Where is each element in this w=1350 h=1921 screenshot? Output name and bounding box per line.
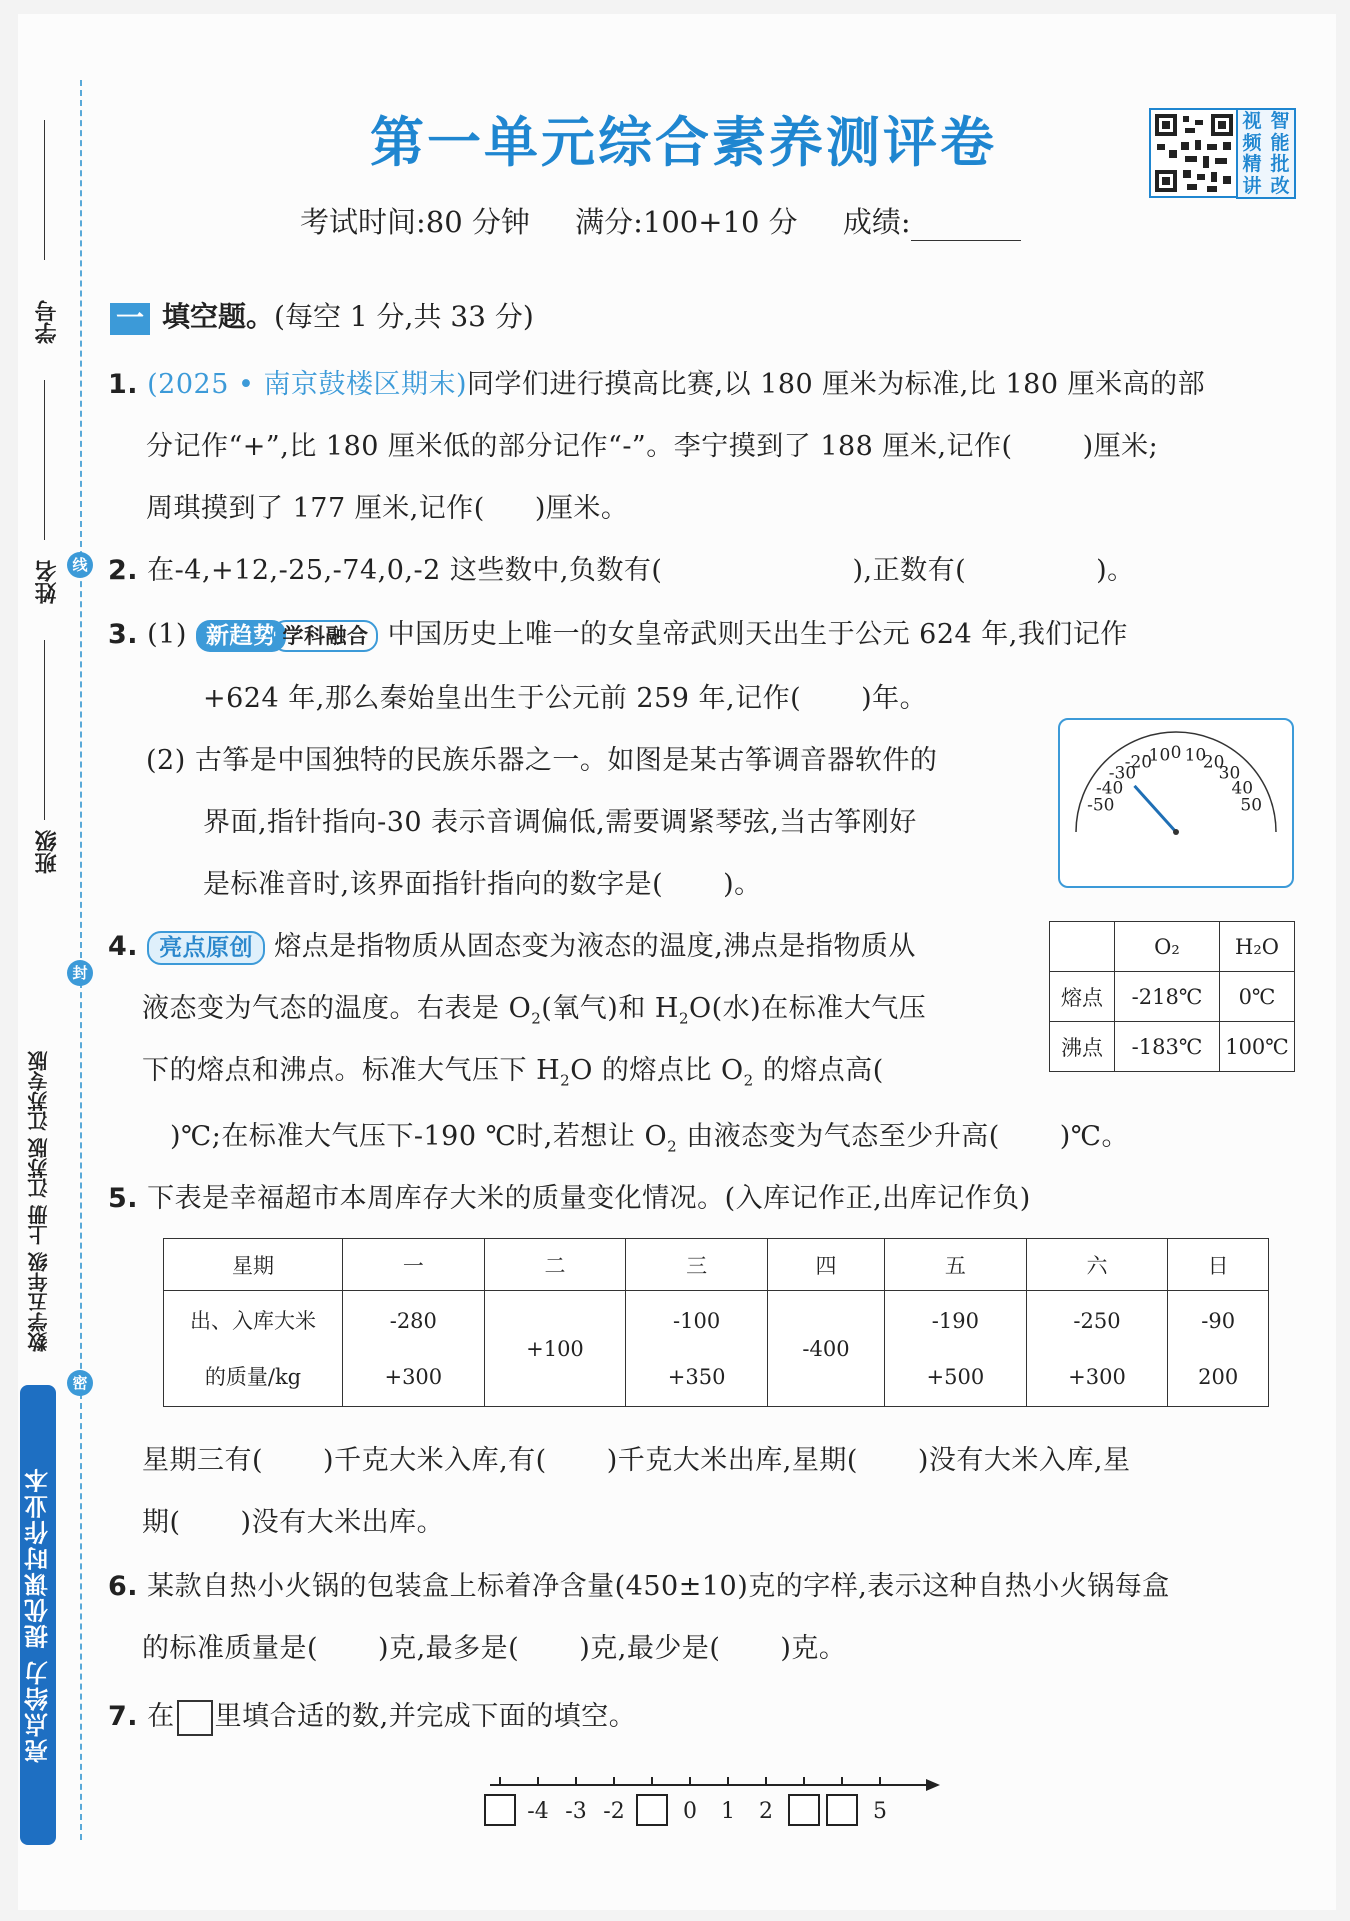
exam-time: 考试时间:80 分钟	[300, 205, 530, 239]
q6-text: )克,最多是(	[378, 1633, 520, 1664]
q6-text: 某款自热小火锅的包装盒上标着净含量(450±10)克的字样,表示这种自热小火锅每盒	[147, 1571, 1170, 1602]
table-header: O₂	[1115, 922, 1220, 972]
qr-caption-char: 批	[1270, 153, 1290, 175]
q5-text: 星期三有(	[142, 1445, 264, 1476]
table-cell	[885, 1291, 1027, 1407]
qr-caption-char: 视	[1242, 110, 1262, 132]
tuner-tick-label: 50	[1240, 795, 1263, 816]
q3-line4	[203, 800, 917, 839]
axis-label: 0	[683, 1799, 697, 1824]
q1-line3	[146, 486, 628, 525]
cell-value: +500	[926, 1364, 985, 1389]
q6-number: 6.	[108, 1571, 139, 1602]
q4-text: 由液态变为气态至少升高(	[677, 1121, 1000, 1152]
table-row	[1050, 972, 1295, 1022]
table-row	[164, 1239, 1269, 1291]
table-cell: 0℃	[1220, 972, 1295, 1022]
q5-text: )千克大米入库,有(	[323, 1445, 547, 1476]
q3-line3	[146, 738, 937, 777]
answer-box[interactable]	[485, 1795, 515, 1825]
q1-text: 分记作“+”,比 180 厘米低的部分记作“-”。李宁摸到了 188 厘米,记作(	[146, 431, 1013, 462]
q5-text: )没有大米出库。	[240, 1507, 445, 1538]
table-cell	[1168, 1291, 1269, 1407]
row-label-line: 的质量/kg	[204, 1364, 302, 1389]
cell-value: +300	[1068, 1364, 1126, 1389]
q2-number: 2.	[108, 555, 139, 586]
name-label: 姓名	[35, 560, 60, 604]
q1-line1	[108, 362, 1205, 401]
q5-text: 下表是幸福超市本周库存大米的质量变化情况。(入库记作正,出库记作负)	[147, 1183, 1031, 1214]
table-cell	[626, 1291, 768, 1407]
section-badge: 一	[110, 303, 150, 335]
table-row	[1050, 1022, 1295, 1072]
table-cell: -400	[767, 1291, 884, 1407]
q4-text: )℃。	[1059, 1121, 1129, 1152]
tuner-display	[1058, 718, 1294, 888]
q3-part1-number: (1)	[147, 619, 187, 650]
q5-line2	[142, 1500, 444, 1539]
axis-label: 5	[873, 1799, 887, 1824]
q4-line2	[142, 986, 926, 1027]
axis-label: 1	[721, 1799, 735, 1824]
qr-caption-char: 频	[1242, 131, 1262, 154]
q3-line2	[203, 676, 927, 715]
q5-text: )千克大米出库,星期(	[606, 1445, 858, 1476]
q4-text: 液态变为气态的温度。右表是 O	[142, 993, 532, 1024]
answer-box[interactable]	[637, 1795, 667, 1825]
answer-box[interactable]	[177, 1700, 213, 1736]
binding-dot-seal: 封	[67, 960, 93, 986]
q4-text: 下的熔点和沸点。标准大气压下 H	[142, 1055, 561, 1086]
q6-text: )克,最少是(	[579, 1633, 721, 1664]
tuner-tick-label: -30	[1108, 763, 1137, 784]
cell-value: +350	[667, 1364, 726, 1389]
q6-text: )克。	[780, 1633, 847, 1664]
q5-line1	[142, 1438, 1130, 1477]
cell-value: +300	[384, 1364, 443, 1389]
exam-info	[300, 200, 1057, 241]
tuner-dial	[1060, 720, 1292, 886]
q2-text: 在-4,+12,-25,-74,0,-2 这些数中,负数有(	[147, 555, 663, 586]
q4-line4	[170, 1114, 1129, 1155]
binding-dot-line: 线	[67, 552, 93, 578]
tuner-tick-label: 20	[1202, 752, 1225, 773]
table-cell	[343, 1291, 485, 1407]
table-header: 五	[885, 1239, 1027, 1291]
q5-text: )没有大米入库,星	[917, 1445, 1131, 1476]
cell-value: -90	[1201, 1308, 1236, 1333]
table-cell	[1026, 1291, 1168, 1407]
q1-line2	[146, 424, 1158, 463]
q4-text: O(水)在标准大气压	[689, 993, 927, 1024]
table-cell: -218℃	[1115, 972, 1220, 1022]
q3-text: 是标准音时,该界面指针指向的数字是(	[203, 869, 664, 900]
q4-text: )℃;在标准大气压下-190 ℃时,若想让 O	[170, 1121, 668, 1152]
subscript: 2	[531, 1009, 542, 1028]
tuner-needle	[1135, 786, 1177, 832]
q3-text: )。	[723, 869, 762, 900]
q3-number: 3.	[108, 619, 139, 650]
tuner-tick-label: -10	[1142, 745, 1171, 766]
q4-line1	[108, 924, 916, 965]
q3-line5	[203, 862, 762, 901]
axis-label: 2	[759, 1799, 773, 1824]
q3-text: 界面,指针指向-30 表示音调偏低,需要调紧琴弦,当古筝刚好	[203, 807, 917, 838]
answer-box[interactable]	[827, 1795, 857, 1825]
section-note: (每空 1 分,共 33 分)	[274, 300, 534, 333]
table-row	[1050, 922, 1295, 972]
binding-dot-secret: 密	[67, 1370, 93, 1396]
table-header: 一	[343, 1239, 485, 1291]
q1-number: 1.	[108, 369, 139, 400]
axis-label: -3	[565, 1799, 587, 1824]
rice-stock-table	[163, 1238, 1269, 1407]
q1-text: 同学们进行摸高比赛,以 180 厘米为标准,比 180 厘米高的部	[467, 369, 1206, 400]
cell-value: -100	[673, 1308, 721, 1333]
melting-boiling-table	[1049, 921, 1295, 1072]
student-id-blank	[44, 120, 45, 260]
q4-text: 的熔点高(	[753, 1055, 884, 1086]
answer-box[interactable]	[789, 1795, 819, 1825]
cell-value: -250	[1073, 1308, 1121, 1333]
q7-number: 7.	[108, 1701, 139, 1732]
page-title: 第一单元综合素养测评卷	[370, 111, 997, 174]
table-header: 二	[484, 1239, 626, 1291]
section-header	[110, 295, 534, 335]
qr-code-icon[interactable]	[1149, 108, 1239, 198]
qr-caption-char: 智	[1270, 110, 1290, 132]
tuner-pivot	[1173, 829, 1179, 835]
table-row-label	[164, 1291, 343, 1407]
q1-source: (2025 • 南京鼓楼区期末)	[147, 369, 468, 400]
q6-line2	[142, 1626, 846, 1665]
q3-text: 中国历史上唯一的女皇帝武则天出生于公元 624 年,我们记作	[387, 619, 1128, 650]
cell-value: -190	[931, 1308, 979, 1333]
full-score: 满分:100+10 分	[575, 205, 798, 239]
q1-text: )厘米;	[1082, 431, 1159, 462]
q5-number: 5.	[108, 1183, 139, 1214]
table-header: 三	[626, 1239, 768, 1291]
q3-line1	[108, 612, 1128, 652]
tag-original: 亮点原创	[147, 931, 265, 965]
tag-interdisciplinary: 学科融合	[272, 620, 378, 652]
tuner-tick-label: 40	[1231, 778, 1254, 799]
number-line-arrow	[926, 1779, 940, 1791]
q1-text: 周琪摸到了 177 厘米,记作(	[146, 493, 485, 524]
q2-text: ),正数有(	[852, 555, 967, 586]
number-line	[480, 1765, 950, 1845]
table-header: 四	[767, 1239, 884, 1291]
q7-text: 里填合适的数,并完成下面的填空。	[214, 1701, 637, 1732]
cell-value: 200	[1198, 1364, 1239, 1389]
table-row-label: 熔点	[1050, 972, 1115, 1022]
score-blank[interactable]	[911, 214, 1021, 241]
section-title: 填空题。	[162, 300, 275, 333]
tuner-tick-label: 30	[1218, 763, 1241, 784]
table-header: H₂O	[1220, 922, 1295, 972]
table-header: 六	[1026, 1239, 1168, 1291]
q3-text: 古筝是中国独特的民族乐器之一。如图是某古筝调音器软件的	[194, 745, 938, 776]
table-row	[164, 1291, 1269, 1407]
axis-label: -2	[603, 1799, 625, 1824]
q4-number: 4.	[108, 931, 139, 962]
class-label: 班级	[35, 830, 60, 874]
tuner-tick-label: -20	[1124, 752, 1153, 773]
q4-line3	[142, 1048, 884, 1089]
q4-text: (氧气)和 H	[541, 993, 679, 1024]
q3-text: +624 年,那么秦始皇出生于公元前 259 年,记作(	[203, 683, 802, 714]
row-label-line: 出、入库大米	[190, 1308, 316, 1333]
table-header: 日	[1168, 1239, 1269, 1291]
subscript: 2	[560, 1071, 571, 1090]
table-header: 星期	[164, 1239, 343, 1291]
tuner-tick-label: -40	[1096, 778, 1124, 799]
tag-new-trend: 新趋势	[196, 620, 287, 652]
tuner-tick-label: 10	[1184, 745, 1207, 766]
qr-caption-char: 改	[1270, 174, 1290, 197]
q3-text: )年。	[861, 683, 928, 714]
score-label: 成绩:	[842, 205, 911, 239]
q7-text: 在	[147, 1701, 175, 1732]
tuner-tick-label: 0	[1170, 743, 1182, 763]
q4-text: 熔点是指物质从固态变为液态的温度,沸点是指物质从	[274, 931, 916, 962]
tuner-tick-label: -50	[1087, 795, 1115, 816]
qr-caption-char: 讲	[1242, 174, 1262, 197]
table-cell	[1050, 922, 1115, 972]
cell-value: -280	[389, 1308, 437, 1333]
qr-caption	[1236, 108, 1296, 199]
q2-text: )。	[1096, 555, 1135, 586]
qr-caption-char: 精	[1242, 153, 1262, 175]
table-cell: -183℃	[1115, 1022, 1220, 1072]
subscript: 2	[678, 1009, 690, 1028]
q1-text: )厘米。	[534, 493, 629, 524]
axis-label: -4	[527, 1799, 549, 1824]
brand-banner: 亮点给力 提优课时作业本	[20, 1385, 56, 1845]
q6-line1	[108, 1564, 1170, 1603]
student-id-label: 学号	[35, 300, 60, 344]
class-blank	[44, 640, 45, 820]
q5-text: 期(	[142, 1507, 181, 1538]
q3-part2-number: (2)	[146, 745, 186, 776]
book-info-label: 数学五年级 上册 江苏版 江苏专版	[27, 1051, 51, 1352]
q6-text: 的标准质量是(	[142, 1633, 319, 1664]
name-blank	[44, 380, 45, 540]
table-cell: +100	[484, 1291, 626, 1407]
table-cell: 100℃	[1220, 1022, 1295, 1072]
q4-text: O 的熔点比 O	[570, 1055, 744, 1086]
q5-intro	[108, 1176, 1031, 1215]
subscript: 2	[667, 1137, 678, 1156]
q7-line	[108, 1694, 636, 1736]
qr-caption-char: 能	[1270, 131, 1290, 154]
table-row-label: 沸点	[1050, 1022, 1115, 1072]
subscript: 2	[743, 1071, 754, 1090]
q2-line	[108, 548, 1135, 587]
